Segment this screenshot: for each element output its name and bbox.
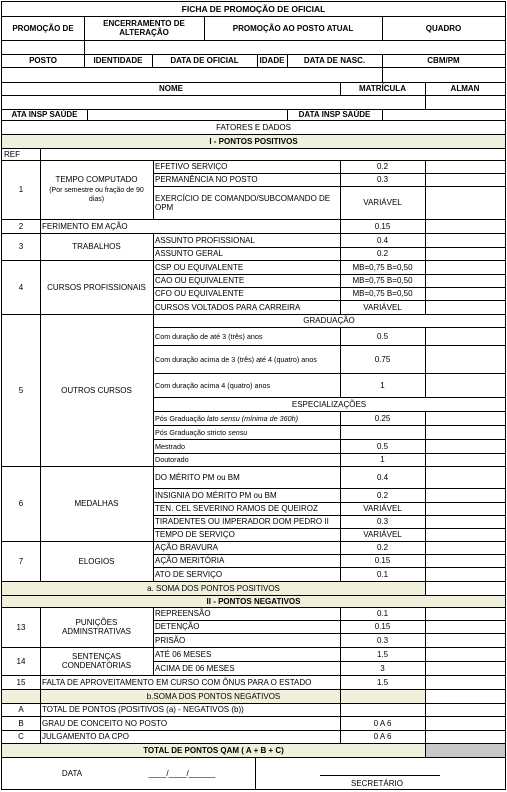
grid-h-line (153, 567, 505, 568)
grid-v-line (425, 82, 426, 109)
positive-section-title: I - PONTOS POSITIVOS (2, 134, 505, 148)
ref-14: 14 (16, 656, 26, 666)
grid-v-line (382, 54, 383, 82)
value-efetivo-servico: 0.2 (376, 162, 389, 171)
value-julgamento-cpo: 0 A 6 (373, 732, 392, 741)
data-insp-saude: DATA INSP SAÚDE (298, 110, 371, 119)
grid-v-line (287, 109, 288, 120)
grid-h-line (2, 581, 505, 582)
grid-h-line (153, 620, 505, 621)
grid-v-line (425, 581, 426, 595)
grid-h-line (2, 219, 505, 220)
value-total-pontos (340, 703, 425, 716)
ata-insp-saude: ATA INSP SAÚDE (11, 110, 78, 119)
grid-v-line (425, 607, 426, 743)
total-qam: TOTAL DE PONTOS QAM ( A + B + C) (2, 743, 425, 757)
grid-v-line (425, 689, 426, 703)
grid-h-line (2, 703, 505, 704)
value-assunto-profissional: 0.4 (376, 235, 389, 245)
grid-h-line (2, 757, 505, 758)
idade-header: IDADE (259, 56, 285, 65)
tempo-computado-sub: (Por semestre ou fração de 90 dias) (49, 187, 144, 203)
grid-h-line (2, 647, 505, 648)
ref-b: B (18, 718, 24, 728)
soma-negativos-input[interactable] (425, 689, 505, 703)
cursos-profissionais-label: CURSOS PROFISSIONAIS (47, 282, 146, 292)
value-cao: MB=0,75 B=0,50 (352, 276, 413, 285)
grid-h-line (153, 515, 505, 516)
value-prisao: 0.3 (376, 635, 389, 645)
grid-v-line (340, 411, 341, 581)
ref-a: A (18, 705, 24, 714)
grid-h-line (2, 233, 505, 234)
grid-v-line (153, 233, 154, 314)
value-detencao: 0.15 (374, 622, 391, 631)
ref-5: 5 (18, 385, 24, 395)
sentencas-label: SENTENÇAS CONDENATÓRIAS (61, 652, 132, 670)
grid-h-line (153, 373, 505, 374)
grid-h-line (2, 260, 505, 261)
cbm-pm-header: CBM/PM (427, 56, 460, 65)
grid-v-line (425, 411, 426, 581)
grid-h-line (2, 160, 505, 161)
grid-v-line (84, 16, 85, 67)
grid-v-line (340, 327, 341, 397)
grid-h-line (2, 743, 505, 744)
item-prisao: PRISÃO (155, 635, 186, 645)
grid-h-line (153, 554, 505, 555)
item-falta-aproveitamento: FALTA DE APROVEITAMENTO EM CURSO COM ÔNUS PARA O ESTADO (42, 677, 312, 687)
grid-v-line (382, 16, 383, 40)
item-total-pontos: TOTAL DE PONTOS (POSITIVOS (a) - NEGATIVOS (b)) (42, 705, 244, 714)
item-tiradentes: TIRADENTES OU IMPERADOR DOM PEDRO II (155, 517, 329, 526)
ref-3: 3 (18, 242, 24, 251)
value-meritoria: 0.15 (374, 556, 391, 565)
item-meritoria: AÇÃO MERITÓRIA (155, 556, 225, 565)
grid-h-line (153, 300, 505, 301)
item-permanencia: PERMANÊNCIA NO POSTO (155, 175, 258, 184)
grid-h-line (2, 54, 505, 55)
form-title: FICHA DE PROMOÇÃO DE OFICIAL (181, 3, 326, 14)
item-mestrado: Mestrado (155, 441, 185, 451)
grid-h-line (2, 16, 505, 17)
grid-v-line (87, 109, 88, 120)
grid-h-line (153, 186, 505, 187)
item-bravura: AÇÃO BRAVURA (155, 543, 218, 552)
grid-v-line (340, 82, 341, 95)
pos-stricto-text: Pós Graduação stricto (155, 427, 229, 437)
date-field[interactable]: ____/____/______ (148, 768, 216, 778)
item-severino: TEN. CEL SEVERINO RAMOS DE QUEIROZ (155, 504, 318, 513)
elogios-label: ELOGIOS (78, 556, 115, 566)
grid-v-line (340, 607, 341, 743)
pos-lato-text: Pós Graduação (155, 413, 207, 423)
ref-15: 15 (16, 677, 26, 687)
grid-h-line (2, 148, 505, 149)
identidade-header: IDENTIDADE (93, 56, 143, 65)
soma-negativos: b.SOMA DOS PONTOS NEGATIVOS (2, 689, 425, 703)
grid-v-line (425, 743, 426, 757)
trabalhos-label: TRABALHOS (72, 242, 121, 251)
item-insignia: INSIGNIA DO MÉRITO PM ou BM (155, 490, 277, 500)
item-efetivo-servico: EFETIVO SERVIÇO (155, 162, 228, 171)
grid-h-line (2, 134, 505, 135)
grid-v-line (425, 327, 426, 397)
item-ate-06-meses: ATÉ 06 MESES (155, 649, 212, 659)
value-falta-aproveitamento: 1.5 (376, 677, 389, 687)
item-graduacao-3: Com duração de até 3 (três) anos (155, 331, 263, 341)
signature-line (320, 775, 440, 776)
item-cao: CAO OU EQUIVALENTE (155, 276, 245, 285)
value-repreensao: 0.1 (376, 609, 389, 618)
posto-header: POSTO (29, 56, 57, 65)
tempo-computado-cell (40, 160, 153, 219)
grid-v-line (153, 160, 154, 219)
value-acima-06-meses: 3 (380, 663, 385, 673)
especializacoes-subheader: ESPECIALIZAÇÕES (291, 399, 367, 409)
grid-h-line (2, 541, 505, 542)
soma-positivos: a. SOMA DOS PONTOS POSITIVOS (2, 581, 425, 595)
grid-h-line (153, 247, 505, 248)
grid-h-line (2, 95, 505, 96)
item-ferimento: FERIMENTO EM AÇÃO (42, 221, 128, 231)
grid-h-line (153, 173, 505, 174)
grid-h-line (153, 661, 505, 662)
total-qam-input[interactable] (425, 743, 505, 757)
item-merito: DO MÉRITO PM ou BM (155, 472, 240, 482)
grid-h-line (153, 488, 505, 489)
negative-section-title: II - PONTOS NEGATIVOS (2, 595, 505, 607)
item-ato-servico: ATO DE SERVIÇO (155, 569, 223, 579)
grid-h-line (153, 287, 505, 288)
quadro-header: QUADRO (425, 23, 462, 33)
value-tempo-servico: VARIÁVEL (363, 530, 402, 539)
secretario-label: SECRETÁRIO (350, 778, 403, 788)
pos-stricto-italic: sensu (228, 427, 248, 437)
item-pos-lato (153, 411, 340, 425)
graduacao-subheader: GRADUAÇÃO (303, 316, 355, 325)
value-bravura: 0.2 (376, 543, 389, 552)
value-tiradentes: 0.3 (376, 517, 389, 526)
item-grau-conceito: GRAU DE CONCEITO NO POSTO (42, 718, 168, 728)
grid-h-line (2, 607, 505, 608)
grid-h-line (2, 82, 505, 83)
value-permanencia: 0.3 (376, 175, 389, 184)
grid-h-line (2, 675, 505, 676)
grid-h-line (2, 40, 505, 41)
grid-h-line (153, 425, 505, 426)
grid-h-line (2, 595, 505, 596)
ref-2: 2 (18, 221, 24, 231)
grid-h-line (2, 716, 505, 717)
encerramento-header: ENCERRAMENTO DE ALTERAÇÃO (103, 19, 185, 37)
grid-v-line (40, 314, 41, 581)
value-csp: MB=0,75 B=0,50 (352, 262, 413, 272)
grid-h-line (153, 439, 505, 440)
ref-label: REF (4, 149, 20, 159)
promotion-form (1, 1, 506, 790)
item-assunto-profissional: ASSUNTO PROFISSIONAL (155, 235, 255, 245)
value-cfo: MB=0,75 B=0,50 (352, 289, 413, 298)
value-severino: VARIÁVEL (363, 504, 402, 513)
grid-h-line (153, 502, 505, 503)
grid-h-line (153, 411, 505, 412)
value-ate-06-meses: 1.5 (376, 649, 389, 659)
punicoes-label: PUNIÇÕES ADMINSTRATIVAS (61, 618, 132, 636)
grid-h-line (2, 109, 505, 110)
grid-h-line (153, 327, 505, 328)
matricula-header: MATRÍCULA (359, 84, 406, 93)
grid-h-line (2, 730, 505, 731)
item-assunto-geral: ASSUNTO GERAL (155, 249, 223, 258)
item-cursos-carreira: CURSOS VOLTADOS PARA CARREIRA (155, 302, 301, 312)
ref-13: 13 (16, 622, 26, 632)
grid-h-line (153, 633, 505, 634)
item-detencao: DETENÇÃO (155, 622, 200, 631)
outros-cursos-label: OUTROS CURSOS (61, 385, 132, 395)
value-graduacao-3-4: 0.75 (374, 354, 391, 364)
grid-v-line (255, 757, 256, 789)
grid-h-line (153, 345, 505, 346)
value-insignia: 0.2 (376, 490, 389, 500)
value-grau-conceito: 0 A 6 (373, 718, 392, 728)
ref-1: 1 (18, 185, 24, 194)
grid-h-line (153, 528, 505, 529)
grid-v-line (425, 160, 426, 314)
value-merito: 0.4 (376, 472, 389, 482)
data-oficial-header: DATA DE OFICIAL (170, 56, 239, 65)
item-doutorado: Doutorado (155, 455, 189, 464)
grid-v-line (40, 607, 41, 743)
value-ferimento: 0.15 (374, 221, 391, 231)
data-label: DATA (61, 768, 83, 778)
item-pos-stricto (153, 425, 340, 439)
item-csp: CSP OU EQUIVALENTE (155, 262, 244, 272)
grid-v-line (382, 109, 383, 120)
item-graduacao-4: Com duração acima 4 (quatro) anos (155, 380, 271, 390)
grid-h-line (153, 274, 505, 275)
value-ato-servico: 0.1 (376, 569, 389, 579)
grid-v-line (40, 148, 41, 314)
grid-h-line (2, 120, 505, 121)
value-exercicio-comando: VARIÁVEL (363, 198, 402, 207)
nome-header: NOME (159, 84, 183, 93)
promocao-posto-atual-header: PROMOÇÃO AO POSTO ATUAL (232, 23, 354, 33)
value-doutorado: 1 (380, 455, 385, 464)
grid-h-line (153, 453, 505, 454)
grid-v-line (340, 160, 341, 314)
promocao-de-header: PROMOÇÃO DE (12, 23, 74, 33)
value-graduacao-3: 0.5 (376, 331, 389, 341)
item-graduacao-3-4: Com duração acima de 3 (três) até 4 (quatro) anos (155, 354, 317, 364)
value-assunto-geral: 0.2 (376, 249, 389, 258)
grid-h-line (2, 314, 505, 315)
grid-h-line (153, 397, 505, 398)
item-repreensao: REPREENSÃO (155, 609, 211, 618)
grid-h-line (2, 689, 505, 690)
value-pos-lato: 0.25 (374, 413, 391, 423)
tempo-computado-label: TEMPO COMPUTADO (55, 175, 138, 184)
grid-v-line (204, 16, 205, 40)
grid-h-line (2, 466, 505, 467)
value-mestrado: 0.5 (376, 441, 389, 451)
grid-v-line (153, 314, 154, 581)
grid-v-line (257, 54, 258, 67)
ref-7: 7 (18, 556, 24, 566)
item-cfo: CFO OU EQUIVALENTE (155, 289, 244, 298)
ref-6: 6 (18, 499, 24, 508)
value-graduacao-4: 1 (380, 380, 385, 390)
value-cursos-carreira: VARIÁVEL (363, 302, 402, 312)
item-acima-06-meses: ACIMA DE 06 MESES (155, 663, 235, 673)
ref-c: C (18, 732, 24, 741)
header-row1-input[interactable] (2, 40, 505, 54)
grid-v-line (152, 54, 153, 67)
grid-h-line (2, 67, 505, 68)
fatores-e-dados: FATORES E DADOS (216, 122, 291, 132)
soma-positivos-input[interactable] (425, 581, 505, 595)
ref-4: 4 (18, 282, 24, 292)
item-tempo-servico: TEMPO DE SERVIÇO (155, 530, 235, 539)
data-nasc-header: DATA DE NASC. (303, 56, 366, 65)
medalhas-label: MEDALHAS (74, 499, 119, 508)
grid-v-line (287, 54, 288, 67)
alman-header: ALMAN (450, 84, 480, 93)
item-julgamento-cpo: JULGAMENTO DA CPO (42, 732, 129, 741)
grid-v-line (153, 607, 154, 675)
pos-lato-italic: lato sensu (mínima de 360h) (206, 413, 299, 423)
item-exercicio-comando: EXERCÍCIO DE COMANDO/SUBCOMANDO DE OPM (155, 193, 331, 212)
